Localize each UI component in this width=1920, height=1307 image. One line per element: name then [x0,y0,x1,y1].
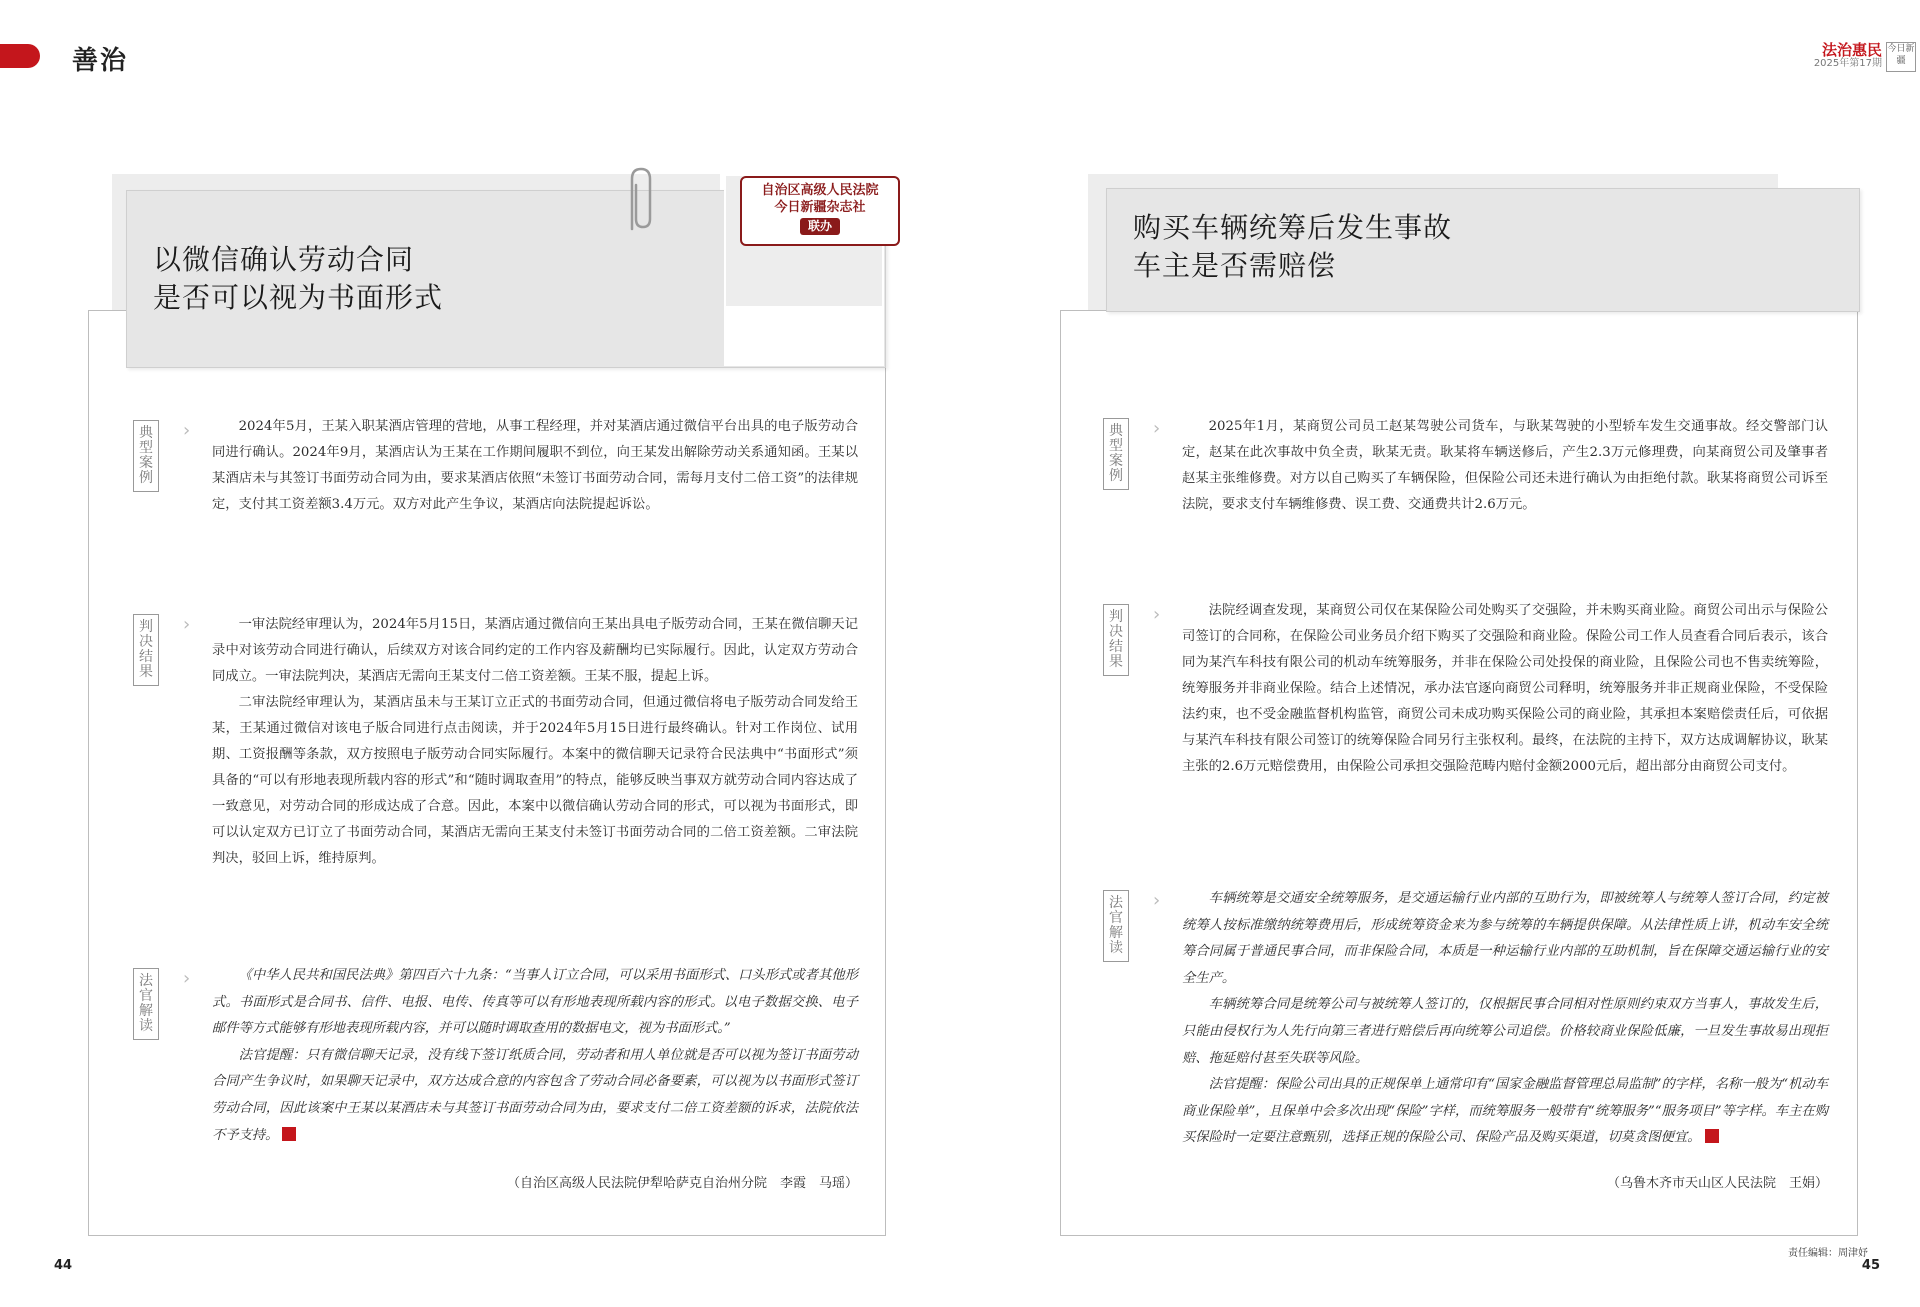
section-tab-marker [0,44,40,68]
right-case-paragraph: 2025年1月，某商贸公司员工赵某驾驶公司货车，与耿某驾驶的小型轿车发生交通事故。经交警部门认定，赵某在此次事故中负全责，耿某无责。耿某将车辆送修后，产生2.3万元修理费，向某商贸公司及肇事者赵某主张维修费。对方以自己购买了车辆保险，但保险公司还未进行确认为由拒绝付款。耿某将商贸公司诉至法院，要求支付车辆维修费、误工费、交通费共计2.6万元。 [1182,419,1828,512]
right-case-text [1182,414,1828,518]
right-label-judge-text: 法官解读 [1109,895,1123,956]
responsible-editor: 责任编辑：周津妤 [1788,1248,1868,1259]
left-judge-text [212,963,858,1149]
left-title-line-1: 以微信确认劳动合同 [153,243,415,276]
left-signature: （自治区高级人民法院伊犁哈萨克自治州分院 李霞 马瑶） [506,1176,858,1191]
brand-issue: 2025年第17期 [1813,58,1882,69]
left-case-chevron-icon: › [183,420,191,441]
end-mark-icon [1705,1129,1719,1143]
end-mark-icon [282,1127,296,1141]
left-case-text [212,414,858,518]
right-label-result-text: 判决结果 [1109,609,1123,670]
right-label-case-text: 典型案例 [1109,423,1123,484]
right-case-chevron-icon: › [1153,418,1161,439]
magazine-brand [1813,41,1915,70]
right-title-line-1: 购买车辆统筹后发生事故 [1133,211,1453,244]
brand-logo-box: 今日新疆 [1886,42,1916,72]
right-label-result [1103,604,1129,676]
left-case-paragraph: 2024年5月，王某入职某酒店管理的营地，从事工程经理，并对某酒店通过微信平台出具的电子版劳动合同进行确认。2024年9月，某酒店认为王某在工作期间履职不到位，向王某发出解除劳动关系通知函。王某以某酒店未与其签订书面劳动合同为由，要求某酒店依照“未签订书面劳动合同，需每月支付二倍工资”的法律规定，支付其工资差额3.4万元。双方对此产生争议，某酒店向法院提起诉讼。 [212,419,858,512]
left-judge-paragraph-1: 《中华人民共和国民法典》第四百六十九条：“当事人订立合同，可以采用书面形式、口头形式或者其他形式。书面形式是合同书、信件、电报、电传、传真等可以有形地表现所载内容的形式。以电子数据交换、电子邮件等方式能够有形地表现所载内容，并可以随时调取查用的数据电文，视为书面形式。” [212,968,858,1037]
left-label-result-text: 判决结果 [139,619,153,680]
left-judge-chevron-icon: › [183,968,191,989]
right-judge-paragraph-2: 车辆统筹合同是统筹公司与被统筹人签订的，仅根据民事合同相对性原则约束双方当事人，事故发生后，只能由侵权行为人先行向第三者进行赔偿后再向统筹公司追偿。价格较商业保险低廉，一旦发生事故易出现拒赔、拖延赔付甚至失联等风险。 [1182,997,1828,1066]
left-article-title [153,241,443,317]
brand-title: 法治惠民 [1821,41,1882,59]
right-judge-text [1182,886,1828,1152]
left-label-case-text: 典型案例 [139,425,153,486]
left-result-chevron-icon: › [183,614,191,635]
right-judge-paragraph-3: 法官提醒：保险公司出具的正规保单上通常印有“国家金融监督管理总局监制”的字样，名称一般为“机动车商业保险单”，且保单中会多次出现“保险”字样，而统筹服务一般带有“统筹服务”“服务项目”等字样。车主在购买保险时一定要注意甄别，选择正规的保险公司、保险产品及购买渠道，切莫贪图便宜。 [1182,1077,1828,1146]
left-label-case [133,420,159,492]
left-title-line-2: 是否可以视为书面形式 [153,281,444,314]
left-label-judge-text: 法官解读 [139,973,153,1034]
co-host-stamp [740,176,900,246]
right-judge-paragraph-1: 车辆统筹是交通安全统筹服务，是交通运输行业内部的互助行为，即被统筹人与统筹人签订合同，约定被统筹人按标准缴纳统筹费用后，形成统筹资金来为参与统筹的车辆提供保障。从法律性质上讲，机动车安全统筹合同属于普通民事合同，而非保险合同，本质是一种运输行业内部的互助机制，旨在保障交通运输行业的安全生产。 [1182,891,1828,986]
right-title-panel [1106,188,1860,312]
right-judge-chevron-icon: › [1153,890,1161,911]
left-page-number: 44 [54,1258,73,1273]
right-title-line-2: 车主是否需赔偿 [1133,249,1337,282]
stamp-line-2: 今日新疆杂志社 [774,200,866,215]
right-label-judge [1103,890,1129,962]
left-result-paragraph-2: 二审法院经审理认为，某酒店虽未与王某订立正式的书面劳动合同，但通过微信将电子版劳动合同发给王某，王某通过微信对该电子版合同进行点击阅读，并于2024年5月15日进行最终确认。针对工作岗位、试用期、工资报酬等条款，双方按照电子版劳动合同实际履行。本案中的微信聊天记录符合民法典中“书面形式”须具备的“可以有形地表现所载内容的形式”和“随时调取查用”的特点，能够反映当事双方就劳动合同内容达成了一致意见，对劳动合同的形成达成了合意。因此，本案中以微信确认劳动合同的形式，可以视为书面形式，即可以认定双方已订立了书面劳动合同，某酒店无需向王某支付未签订书面劳动合同的二倍工资差额。二审法院判决，驳回上诉，维持原判。 [212,695,858,866]
right-result-text [1182,598,1828,780]
stamp-line-1: 自治区高级人民法院 [761,183,879,198]
right-result-chevron-icon: › [1153,604,1161,625]
left-result-text [212,612,858,872]
right-page-number: 45 [1861,1258,1880,1273]
right-label-case [1103,418,1129,490]
paper-clip-icon [622,165,658,235]
right-article-title [1133,209,1452,285]
stamp-tag: 联办 [800,218,840,235]
left-label-result [133,614,159,686]
right-result-paragraph: 法院经调查发现，某商贸公司仅在某保险公司处购买了交强险，并未购买商业险。商贸公司出示与保险公司签订的合同称，在保险公司业务员介绍下购买了交强险和商业险。保险公司工作人员查看合同后表示，该合同为某汽车科技有限公司的机动车统筹服务，并非在保险公司处投保的商业险，且保险公司也不售卖统筹险，统筹服务并非商业保险。结合上述情况，承办法官逐向商贸公司释明，统筹服务并非正规商业保险，不受保险法约束，也不受金融监督机构监管，商贸公司未成功购买保险公司的商业险，其承担本案赔偿责任后，可依据与某汽车科技有限公司签订的统筹保险合同另行主张权利。最终，在法院的主持下，双方达成调解协议，耿某主张的2.6万元赔偿费用，由保险公司承担交强险范畴内赔付金额2000元后，超出部分由商贸公司支付。 [1182,603,1828,774]
left-result-paragraph-1: 一审法院经审理认为，2024年5月15日，某酒店通过微信向王某出具电子版劳动合同，王某在微信聊天记录中对该劳动合同进行确认，后续双方对该合同约定的工作内容及薪酬均已实际履行。因此，认定双方劳动合同成立。一审法院判决，某酒店无需向王某支付二倍工资差额。王某不服，提起上诉。 [212,617,858,684]
section-name: 善治 [72,46,129,76]
left-label-judge [133,968,159,1040]
left-judge-paragraph-2: 法官提醒：只有微信聊天记录，没有线下签订纸质合同，劳动者和用人单位就是否可以视为签订书面劳动合同产生争议时，如果聊天记录中，双方达成合意的内容包含了劳动合同必备要素，可以视为以书面形式签订劳动合同，因此该案中王某以某酒店未与其签订书面劳动合同为由，要求支付二倍工资差额的诉求，法院依法不予支持。 [212,1047,858,1143]
right-signature: （乌鲁木齐市天山区人民法院 王娟） [1606,1176,1828,1191]
